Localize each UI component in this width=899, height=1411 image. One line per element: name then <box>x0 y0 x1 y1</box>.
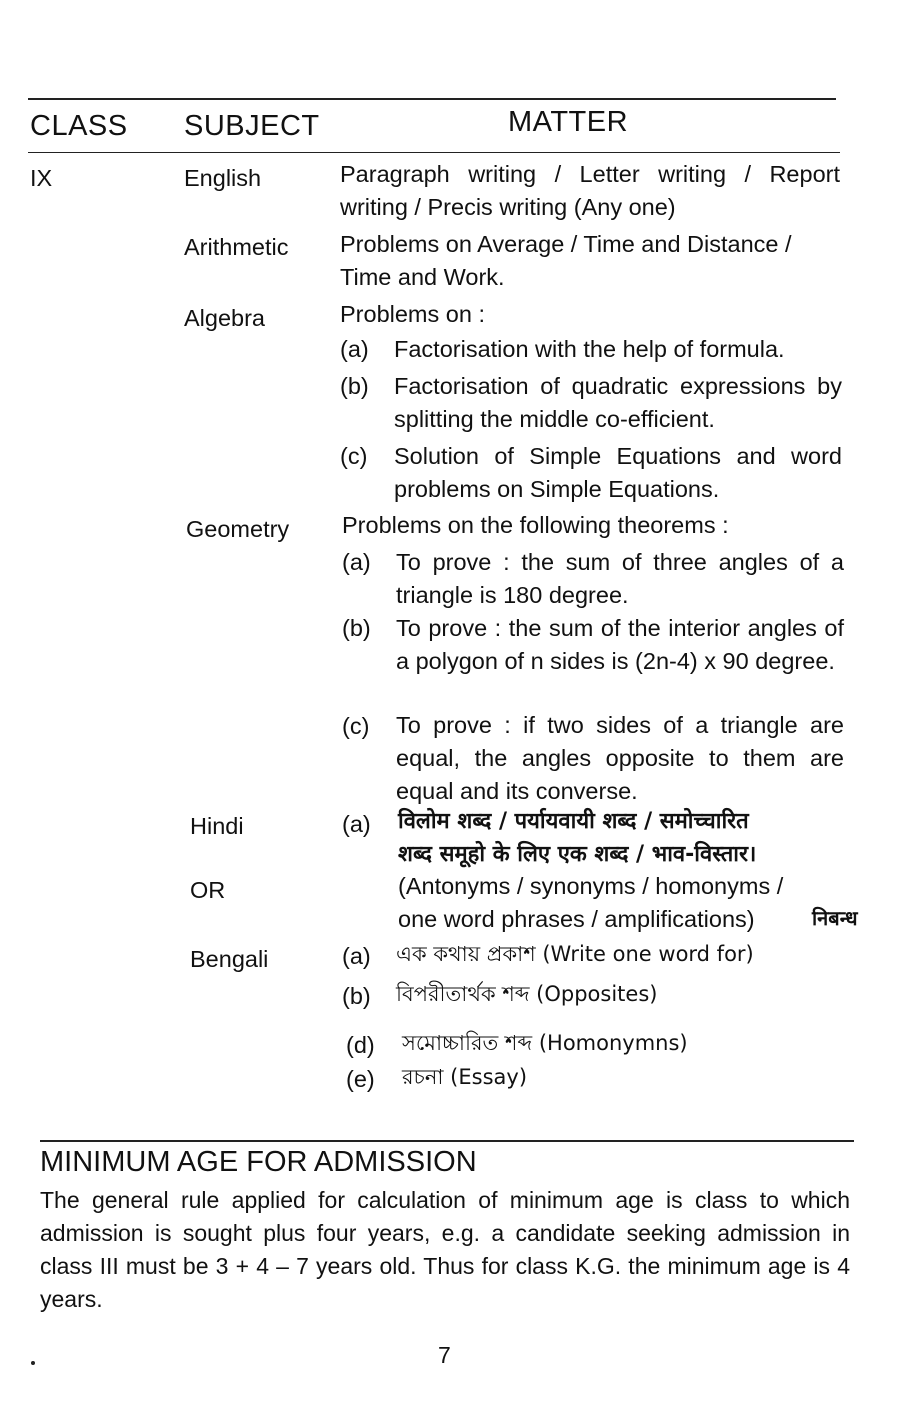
page-number: 7 <box>438 1342 451 1368</box>
subject-geometry: Geometry <box>186 516 290 542</box>
bengali-item-label: (d) <box>346 1032 375 1058</box>
english-matter: Paragraph writing / Letter writing / Report writing / Precis writing (Any one) <box>340 161 840 220</box>
hindi-line: शब्द समूहो के लिए एक शब्द / भाव-विस्तार। <box>398 842 757 867</box>
hindi-item-label: (a) <box>342 811 371 837</box>
bengali-item-text: রচনা (Essay) <box>402 1065 528 1089</box>
algebra-item-text: Solution of Simple Equations and word problems on Simple Equations. <box>394 443 842 502</box>
section-title: MINIMUM AGE FOR ADMISSION <box>40 1146 477 1178</box>
geometry-intro: Problems on the following theorems : <box>342 512 729 538</box>
subject-hindi: Hindi <box>190 813 244 839</box>
algebra-intro: Problems on : <box>340 301 485 327</box>
subject-english: English <box>184 165 262 191</box>
algebra-item-text: Factorisation of quadratic expressions by splitting the middle co-efficient. <box>394 373 842 432</box>
hindi-line: (Antonyms / synonyms / homonyms / <box>398 873 784 899</box>
section-body: The general rule applied for calculation of minimum age is class to which admission is sought plus four years, e.g. a candidate seeking admission in class III must be 3 + 4 – 7 years old. Thus for class K.G. the minimum age is 4 years. <box>40 1187 850 1312</box>
geometry-item-text: To prove : if two sides of a triangle are equal, the angles opposite to them are equal and its converse. <box>396 712 844 804</box>
arithmetic-matter: Problems on Average / Time and Distance / Time and Work. <box>340 231 792 290</box>
subject-algebra: Algebra <box>184 305 265 331</box>
subject-arithmetic: Arithmetic <box>184 234 289 260</box>
class-value: IX <box>30 165 53 191</box>
hindi-line: विलोम शब्द / पर्यायवायी शब्द / समोच्चारित <box>398 809 749 834</box>
geometry-item-label: (a) <box>342 549 371 575</box>
hindi-line-tail: निबन्ध <box>812 906 858 930</box>
header-class: CLASS <box>30 110 128 142</box>
geometry-item-label: (c) <box>342 713 370 739</box>
bengali-item-label: (b) <box>342 983 371 1009</box>
scan-speck <box>31 1361 35 1365</box>
header-subject: SUBJECT <box>184 110 320 142</box>
algebra-item-label: (b) <box>340 373 369 399</box>
bengali-item-text: এক কথায় প্রকাশ (Write one word for) <box>396 942 754 966</box>
section-rule <box>40 1140 854 1142</box>
bengali-item-text: বিপরীতার্থক শব্দ (Opposites) <box>396 982 658 1006</box>
header-matter: MATTER <box>508 106 629 138</box>
geometry-item-text: To prove : the sum of three angles of a triangle is 180 degree. <box>396 549 844 608</box>
table-top-rule <box>28 98 836 100</box>
bengali-item-text: সমোচ্চারিত শব্দ (Homonymns) <box>402 1031 688 1055</box>
subject-bengali: Bengali <box>190 946 269 972</box>
algebra-item-text: Factorisation with the help of formula. <box>394 336 785 362</box>
bengali-item-label: (a) <box>342 943 371 969</box>
geometry-item-text: To prove : the sum of the interior angles of a polygon of n sides is (2n-4) x 90 degree. <box>396 615 844 674</box>
algebra-item-label: (c) <box>340 443 368 469</box>
or-label: OR <box>190 877 226 903</box>
hindi-line: one word phrases / amplifications) <box>398 906 755 932</box>
geometry-item-label: (b) <box>342 615 371 641</box>
algebra-item-label: (a) <box>340 336 369 362</box>
table-header-rule <box>28 152 840 153</box>
bengali-item-label: (e) <box>346 1066 375 1092</box>
